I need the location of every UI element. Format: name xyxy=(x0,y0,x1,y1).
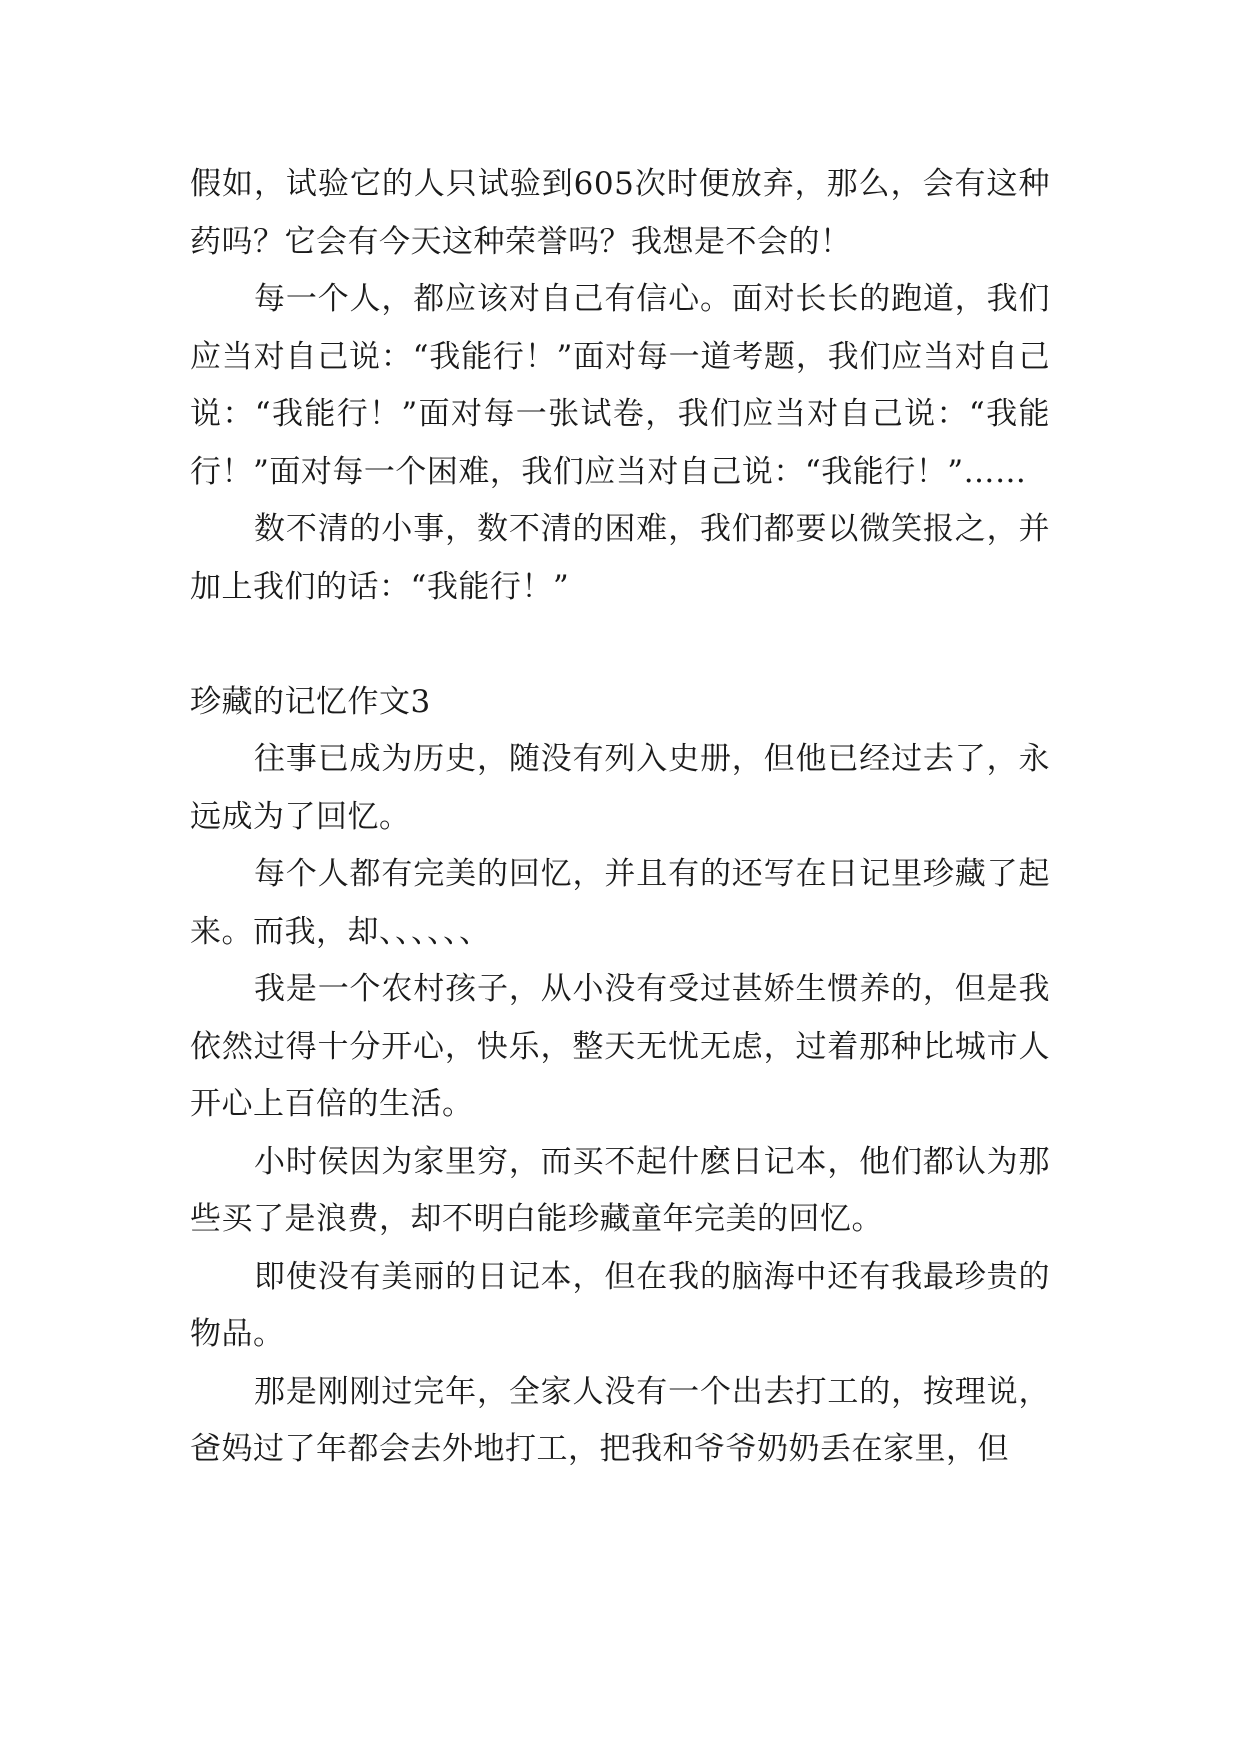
paragraph: 往事已成为历史，随没有列入史册，但他已经过去了，永远成为了回忆。 xyxy=(190,741,1050,835)
paragraph: 每个人都有完美的回忆，并且有的还写在日记里珍藏了起来。而我，却、、、、、、 xyxy=(190,856,1050,950)
paragraph: 每一个人，都应该对自己有信心。面对长长的跑道，我们应当对自己说：“我能行！”面对每一道考题，我们应当对自己说：“我能行！”面对每一张试卷，我们应当对自己说：“我能行！”面对每一个困难，我们应当对自己说：“我能行！”…… xyxy=(190,281,1050,490)
paragraph: 即使没有美丽的日记本，但在我的脑海中还有我最珍贵的物品。 xyxy=(190,1258,1050,1352)
paragraph: 那是刚刚过完年，全家人没有一个出去打工的，按理说，爸妈过了年都会去外地打工，把我和爷爷奶奶丢在家里，但 xyxy=(190,1373,1050,1467)
section-title: 珍藏的记忆作文3 xyxy=(190,683,431,720)
paragraph: 小时侯因为家里穷，而买不起什麽日记本，他们都认为那些买了是浪费，却不明白能珍藏童年完美的回忆。 xyxy=(190,1143,1050,1237)
paragraph: 我是一个农村孩子，从小没有受过甚娇生惯养的，但是我依然过得十分开心，快乐，整天无忧无虑，过着那种比城市人开心上百倍的生活。 xyxy=(190,971,1050,1122)
section-spacer xyxy=(190,616,1050,674)
document-body xyxy=(190,156,1050,1479)
paragraph: 假如，试验它的人只试验到605次时便放弃，那么，会有这种药吗？它会有今天这种荣誉吗？我想是不会的！ xyxy=(190,166,1050,260)
paragraph: 数不清的小事，数不清的困难，我们都要以微笑报之，并加上我们的话：“我能行！” xyxy=(190,511,1050,605)
